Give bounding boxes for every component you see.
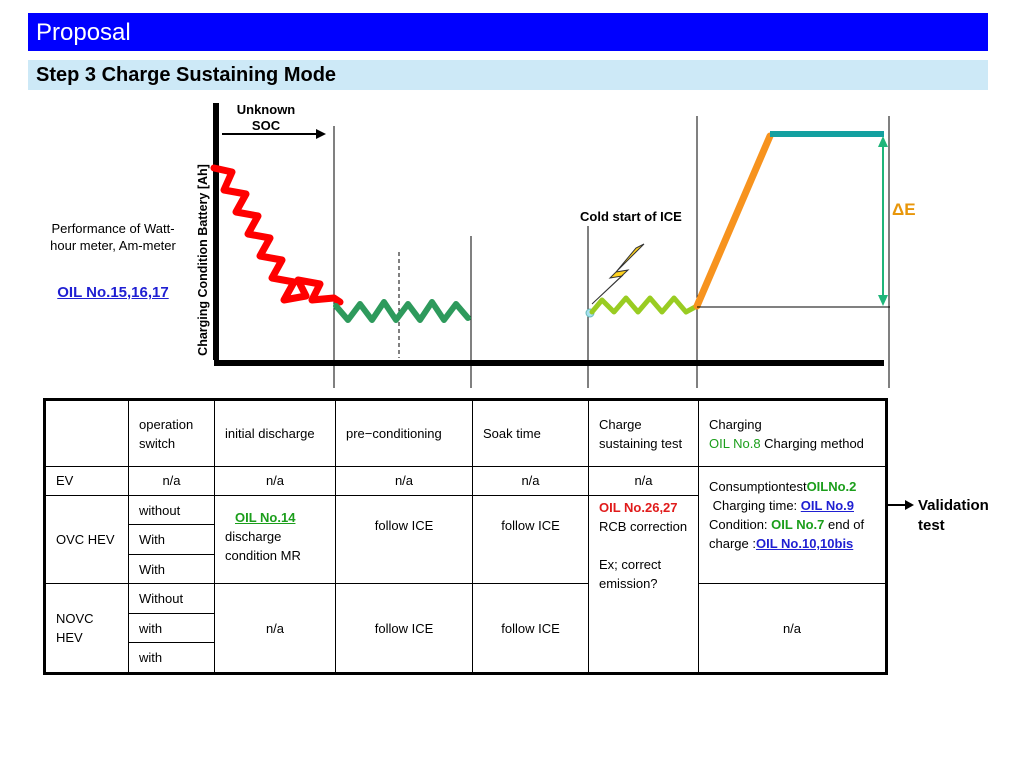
page-subtitle: Step 3 Charge Sustaining Mode [36,64,337,86]
novc-op-3: with [129,643,215,674]
header-charging [699,400,887,467]
ovc-op-1: without [129,495,215,525]
novc-op-2: with [129,613,215,643]
lightning-icon [592,244,644,304]
novc-label: NOVC HEV [45,584,129,674]
sustain-cell [589,495,699,673]
header-precond: pre−conditioning [336,400,473,467]
sustain-text: RCB correction [599,518,688,534]
header-charging-oil[interactable]: OIL No.8 [709,435,761,451]
sustain-curve [592,298,697,312]
sustain-oil[interactable]: OIL No.26,27 [599,499,678,515]
ovc-precond: follow ICE [336,495,473,584]
test-matrix-table [43,398,888,675]
charging-t3: Condition: [709,517,772,533]
arrow-head [878,136,888,147]
novc-charging: n/a [699,584,887,674]
novc-op-1: Without [129,584,215,614]
table-row-novc-1 [45,584,887,614]
ev-precond: n/a [336,467,473,496]
y-axis-label: Charging Condition Battery [Ah] [196,164,210,356]
charging-t1: Consumptiontest [709,479,807,495]
table-header-row [45,400,887,467]
unknown-soc-label: Unknown SOC [236,102,296,133]
cold-start-label: Cold start of ICE [580,209,682,224]
oil-link-15-16-17[interactable]: OIL No.15,16,17 [57,284,169,301]
charging-curve [697,136,770,306]
charging-oil-7[interactable]: OIL No.7 [771,517,825,533]
ovc-op-3: With [129,554,215,584]
discharge-curve [214,168,340,302]
header-operation: operation switch [129,400,215,467]
ovc-op-2: With [129,525,215,555]
ev-sustain: n/a [589,467,699,496]
page-title: Proposal [36,19,131,46]
header-charging-line2: Charging method [764,435,864,451]
ev-soak: n/a [473,467,589,496]
ovc-initial-text: discharge condition MR [225,528,301,563]
ev-label: EV [45,467,129,496]
charging-cell [699,467,887,584]
ev-op: n/a [129,467,215,496]
arrow-head [878,295,888,306]
charging-oil-10[interactable]: OIL No.10,10bis [755,536,854,552]
preconditioning-curve [336,302,468,320]
ovc-initial-oil[interactable]: OIL No.14 [235,509,296,525]
novc-soak: follow ICE [473,584,589,674]
header-initial: initial discharge [215,400,336,467]
validation-test-label [918,496,1008,536]
ovc-soak: follow ICE [473,495,589,584]
charging-t2: Charging time: [712,498,801,514]
validation-text: Validation test [918,497,989,534]
charging-oil-9[interactable]: OIL No.9 [800,498,854,514]
ovc-initial-cell [215,495,336,584]
table-row-ev [45,467,887,496]
delta-e-label: ΔE [892,200,916,219]
charging-oil-2[interactable]: OILNo.2 [806,479,857,495]
header-empty [45,400,129,467]
ovc-label: OVC HEV [45,495,129,584]
header-soak: Soak time [473,400,589,467]
performance-text: Performance of Watt-hour meter, Am-meter [50,221,176,253]
ev-initial: n/a [215,467,336,496]
novc-initial: n/a [215,584,336,674]
sustain-note: Ex; correct emission? [599,556,662,591]
novc-precond: follow ICE [336,584,473,674]
header-charging-line1: Charging [709,416,762,432]
charging-t4: end of charge : [709,517,865,552]
arrow-head [316,129,326,139]
header-sustain: Charge sustaining test [589,400,699,467]
